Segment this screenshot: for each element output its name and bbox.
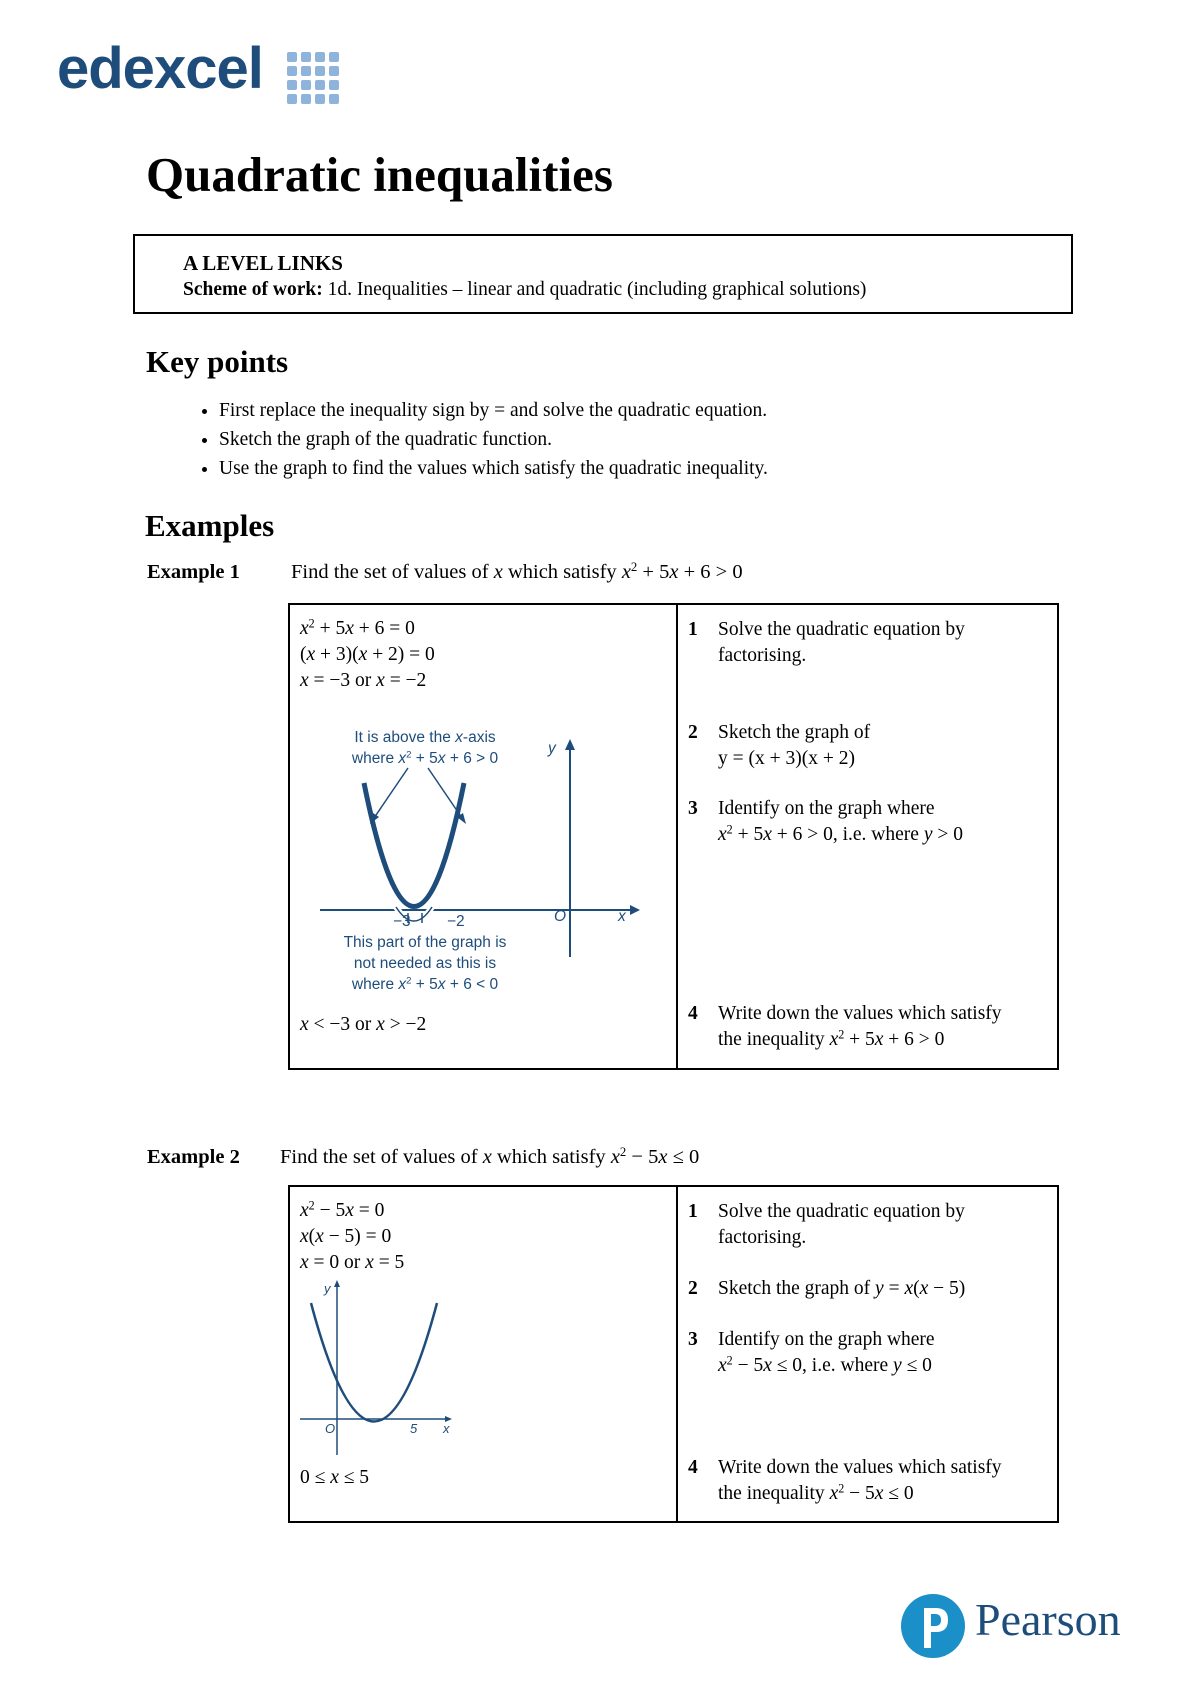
y-axis-arrow-icon — [565, 739, 575, 750]
root-label-5: 5 — [410, 1421, 418, 1436]
ex2-working-line1: $x^2 - 5x = 0$ — [300, 1198, 385, 1221]
ex2-working-line3: x = 0 or x = 5 — [300, 1252, 405, 1273]
expr-x: x — [621, 561, 631, 583]
question-mid: which satisfy — [507, 561, 617, 583]
example1-label: Example 1 — [147, 561, 240, 583]
ex2-working-line2: x(x − 5) = 0 — [300, 1226, 392, 1247]
x-axis-arrow-icon — [630, 905, 640, 915]
origin-label: O — [325, 1421, 336, 1436]
expr-exp: 2 — [630, 560, 638, 575]
scheme-label: Scheme of work: — [183, 279, 323, 300]
example1-question — [291, 561, 743, 584]
expr-x: x — [610, 1146, 620, 1168]
example1-divider — [676, 604, 678, 1069]
ex1-step-4: 4 Write down the values which satisfy the inequality $x^2 + 5x + 6 > 0$ — [688, 1003, 1002, 1050]
key-points-list — [175, 396, 768, 483]
origin-label: O — [554, 908, 567, 925]
ex2-answer: 0 ≤ x ≤ 5 — [300, 1467, 370, 1488]
above-axis-annotation: It is above the x-axis where $x^2 + 5x + 6 > 0$ — [351, 729, 499, 767]
scheme-text: 1d. Inequalities – linear and quadratic (including graphical solutions) — [327, 279, 867, 300]
expr-part: + 5 — [637, 561, 670, 583]
ex1-step-3: 3 Identify on the graph where $x^2 + 5x + 6 > 0$, i.e. where y > 0 — [688, 798, 963, 845]
y-axis-label: y — [548, 740, 556, 757]
ex1-working-line3: x = −3 or x = −2 — [300, 670, 427, 691]
key-point-item: • First replace the inequality sign by = and solve the quadratic equation. — [219, 396, 768, 425]
ex1-step-1: 1 Solve the quadratic equation by factorising. — [688, 619, 965, 666]
parabola-curve — [311, 1303, 437, 1422]
pearson-logo-icon — [900, 1590, 966, 1662]
a-level-links-title: A LEVEL LINKS — [183, 251, 343, 275]
ex2-step-2: 2 Sketch the graph of y = x(x − 5) — [688, 1278, 966, 1299]
expr-exp: 2 — [619, 1145, 627, 1160]
ex1-working-line2: (x + 3)(x + 2) = 0 — [300, 644, 435, 665]
below-axis-annotation: This part of the graph is not needed as this is where $x^2 + 5x + 6 < 0$ — [343, 934, 507, 993]
key-point-item: • Sketch the graph of the quadratic function. — [219, 425, 768, 454]
annotation-arrow-left — [374, 768, 408, 818]
question-var: x — [482, 1146, 492, 1168]
example2-question — [280, 1146, 699, 1169]
annotation-arrow-right — [428, 768, 462, 818]
x-axis-label: x — [443, 1421, 450, 1436]
ex1-step-2: 2 Sketch the graph of y = (x + 3)(x + 2) — [688, 722, 871, 769]
y-axis-label: y — [324, 1281, 331, 1296]
question-prefix: Find the set of values of — [280, 1146, 478, 1168]
pearson-brand-text: Pearson — [975, 1594, 1121, 1645]
edexcel-logo-dots-icon — [287, 52, 339, 104]
ex2-step-4: 4 Write down the values which satisfy the inequality $x^2 - 5x \le 0$ — [688, 1457, 1002, 1504]
key-point-item: • Use the graph to find the values which satisfy the quadratic inequality. — [219, 454, 768, 483]
ex2-step-3: 3 Identify on the graph where $x^2 - 5x \le 0$, i.e. where y ≤ 0 — [688, 1329, 935, 1376]
scheme-of-work-line — [183, 279, 866, 301]
ex1-working-line1: $x^2 + 5x + 6 = 0$ — [300, 616, 415, 639]
page-title: Quadratic inequalities — [146, 147, 613, 202]
y-axis-arrow-icon — [334, 1280, 340, 1287]
examples-heading: Examples — [145, 508, 275, 543]
expr-part: + 6 > 0 — [678, 561, 743, 583]
question-prefix: Find the set of values of — [291, 561, 489, 583]
ex2-step-1: 1 Solve the quadratic equation by factorising. — [688, 1201, 965, 1248]
question-var: x — [493, 561, 503, 583]
key-points-heading: Key points — [146, 344, 289, 379]
root-label-minus3: −3 — [393, 913, 411, 930]
expr-part: − 5 — [626, 1146, 659, 1168]
expr-part: ≤ 0 — [667, 1146, 700, 1168]
ex1-answer: x < −3 or x > −2 — [300, 1014, 427, 1035]
root-label-minus2: −2 — [447, 913, 465, 930]
edexcel-logo: edexcel — [57, 36, 263, 101]
expr-x: x — [669, 561, 679, 583]
example2-label: Example 2 — [147, 1146, 240, 1168]
example2-divider — [676, 1186, 678, 1522]
parabola-curve — [364, 783, 464, 907]
question-mid: which satisfy — [496, 1146, 606, 1168]
x-axis-label: x — [618, 908, 626, 925]
expr-x: x — [658, 1146, 668, 1168]
